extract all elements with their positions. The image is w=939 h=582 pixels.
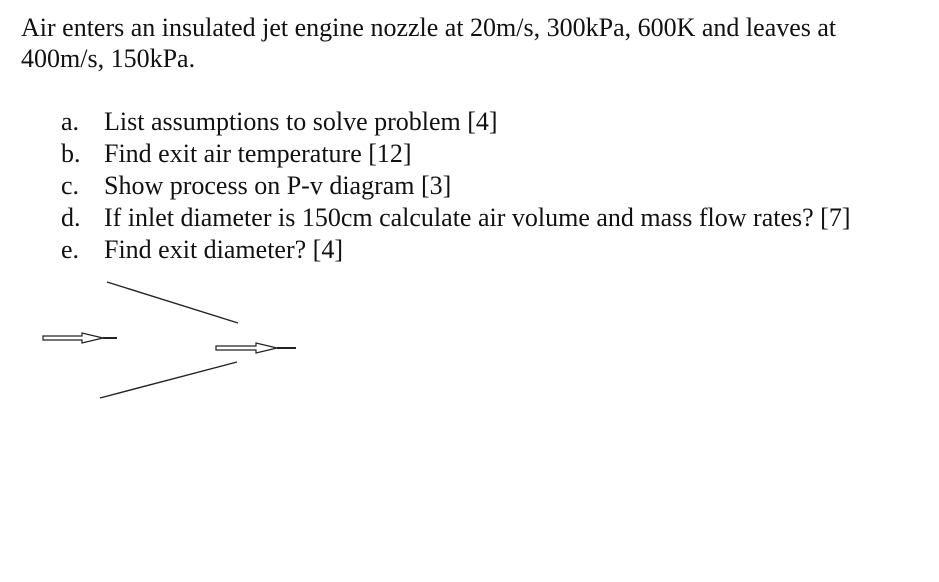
part-text: Show process on P-v diagram [3] — [104, 171, 452, 200]
nozzle-upper-wall — [107, 282, 238, 323]
question-part-d — [61, 202, 851, 234]
part-marker: c. — [61, 171, 80, 200]
question-part-b — [61, 138, 851, 170]
question-part-a — [61, 106, 851, 138]
part-text: Find exit diameter? [4] — [104, 235, 343, 264]
question-part-e — [61, 234, 851, 266]
nozzle-lower-wall — [100, 362, 237, 398]
nozzle-diagram — [0, 270, 320, 410]
part-marker: d. — [61, 203, 81, 232]
question-part-c — [61, 170, 851, 202]
exit-flow-arrow-icon — [216, 343, 296, 353]
question-parts-list — [61, 106, 851, 266]
part-marker: e. — [61, 235, 80, 264]
part-text: If inlet diameter is 150cm calculate air volume and mass flow rates? [7] — [104, 203, 851, 232]
part-marker: b. — [61, 139, 81, 168]
part-text: List assumptions to solve problem [4] — [104, 107, 498, 136]
problem-statement: Air enters an insulated jet engine nozzle at 20m/s, 300kPa, 600K and leaves at 400m/s, 150kPa. — [21, 13, 837, 73]
part-text: Find exit air temperature [12] — [104, 139, 412, 168]
part-marker: a. — [61, 107, 80, 136]
inlet-flow-arrow-icon — [43, 333, 117, 343]
